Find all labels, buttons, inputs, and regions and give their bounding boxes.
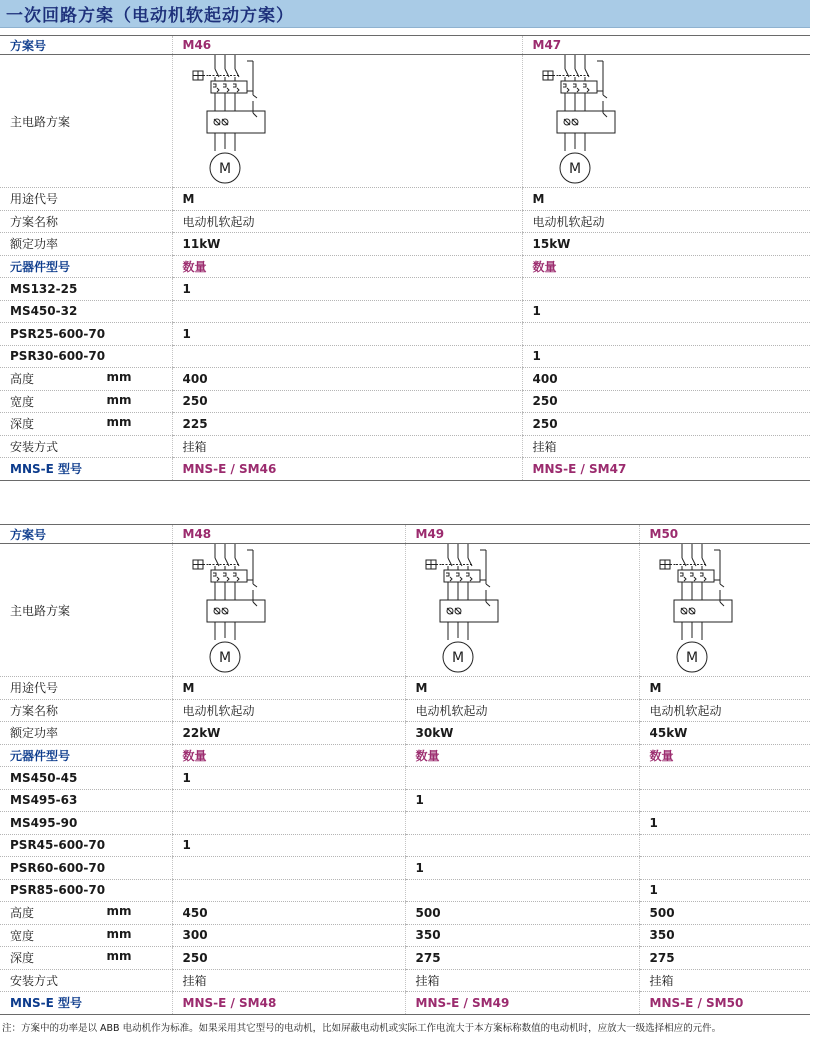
rated-power-value: 15kW bbox=[522, 233, 810, 256]
motor-label: M bbox=[685, 650, 698, 666]
usage-code-value: M bbox=[172, 677, 405, 700]
scheme-id: M47 bbox=[522, 36, 810, 55]
scheme-name-value: 电动机软起动 bbox=[172, 210, 522, 233]
install-method-label: 安装方式 bbox=[0, 435, 172, 458]
circuit-cell bbox=[172, 55, 522, 188]
height-label-text: 高度 bbox=[10, 372, 35, 387]
circuit-wrap bbox=[183, 544, 405, 676]
width-value: 250 bbox=[522, 390, 810, 413]
depth-row bbox=[0, 413, 810, 436]
motor-label: M bbox=[451, 650, 464, 666]
section-title-bar bbox=[0, 0, 810, 28]
motor-label: M bbox=[218, 161, 231, 177]
depth-label-text: 深度 bbox=[10, 417, 35, 432]
component-header-row bbox=[0, 744, 810, 767]
component-qty bbox=[639, 767, 810, 790]
width-label-wrap bbox=[10, 927, 172, 944]
component-qty bbox=[405, 834, 639, 857]
rated-power-label: 额定功率 bbox=[0, 233, 172, 256]
rated-power-value: 30kW bbox=[405, 722, 639, 745]
component-model-label: 元器件型号 bbox=[0, 255, 172, 278]
footnote: 注：方案中的功率是以 ABB 电动机作为标准。如果采用其它型号的电动机，比如屏蔽电动机或实际工作电流大于本方案标称数值的电动机时，应放大一级选择相应的元件。 bbox=[2, 1023, 722, 1034]
rated-power-value: 11kW bbox=[172, 233, 522, 256]
component-qty bbox=[172, 879, 405, 902]
scheme-table-2 bbox=[0, 524, 810, 1015]
height-value: 500 bbox=[639, 902, 810, 925]
quantity-label: 数量 bbox=[172, 255, 522, 278]
install-method-row bbox=[0, 969, 810, 992]
mns-model-value: MNS-E / SM50 bbox=[639, 992, 810, 1015]
mns-model-row bbox=[0, 992, 810, 1015]
usage-code-value: M bbox=[639, 677, 810, 700]
component-qty bbox=[405, 767, 639, 790]
rated-power-label: 额定功率 bbox=[0, 722, 172, 745]
section-title: 一次回路方案（电动机软起动方案） bbox=[6, 6, 294, 26]
component-qty bbox=[172, 300, 522, 323]
quantity-label: 数量 bbox=[639, 744, 810, 767]
component-qty bbox=[172, 812, 405, 835]
main-circuit-label: 主电路方案 bbox=[0, 544, 172, 677]
install-method-value: 挂箱 bbox=[639, 969, 810, 992]
install-method-value: 挂箱 bbox=[172, 435, 522, 458]
height-label-wrap bbox=[10, 370, 172, 387]
component-row bbox=[0, 323, 810, 346]
component-qty: 1 bbox=[172, 767, 405, 790]
usage-code-row bbox=[0, 677, 810, 700]
install-method-row bbox=[0, 435, 810, 458]
component-model-label: 元器件型号 bbox=[0, 744, 172, 767]
depth-label bbox=[0, 947, 172, 970]
component-header-row bbox=[0, 255, 810, 278]
component-row bbox=[0, 278, 810, 301]
width-value: 300 bbox=[172, 924, 405, 947]
width-value: 250 bbox=[172, 390, 522, 413]
quantity-label: 数量 bbox=[405, 744, 639, 767]
component-qty bbox=[522, 278, 810, 301]
depth-label bbox=[0, 413, 172, 436]
circuit-cell bbox=[639, 544, 810, 677]
scheme-table-1 bbox=[0, 35, 810, 481]
height-value: 500 bbox=[405, 902, 639, 925]
component-row bbox=[0, 879, 810, 902]
scheme-name-row bbox=[0, 699, 810, 722]
width-label bbox=[0, 390, 172, 413]
component-name: MS450-45 bbox=[0, 767, 172, 790]
scheme-number-label: 方案号 bbox=[0, 36, 172, 55]
scheme-name-label: 方案名称 bbox=[0, 210, 172, 233]
circuit-diagram bbox=[541, 55, 631, 187]
scheme-name-row bbox=[0, 210, 810, 233]
component-qty: 1 bbox=[172, 834, 405, 857]
depth-row bbox=[0, 947, 810, 970]
component-name: MS132-25 bbox=[0, 278, 172, 301]
component-qty: 1 bbox=[172, 323, 522, 346]
height-label-text: 高度 bbox=[10, 906, 35, 921]
scheme-name-value: 电动机软起动 bbox=[405, 699, 639, 722]
depth-value: 250 bbox=[522, 413, 810, 436]
component-row bbox=[0, 345, 810, 368]
scheme-name-value: 电动机软起动 bbox=[172, 699, 405, 722]
width-label-wrap bbox=[10, 393, 172, 410]
usage-code-value: M bbox=[172, 188, 522, 211]
height-row bbox=[0, 902, 810, 925]
scheme-id: M49 bbox=[405, 525, 639, 544]
component-qty bbox=[405, 812, 639, 835]
mns-model-value: MNS-E / SM47 bbox=[522, 458, 810, 481]
component-name: PSR85-600-70 bbox=[0, 879, 172, 902]
component-name: PSR45-600-70 bbox=[0, 834, 172, 857]
component-row bbox=[0, 834, 810, 857]
component-row bbox=[0, 789, 810, 812]
quantity-label: 数量 bbox=[172, 744, 405, 767]
component-row bbox=[0, 767, 810, 790]
component-qty: 1 bbox=[172, 278, 522, 301]
circuit-diagram bbox=[191, 55, 281, 187]
component-qty bbox=[639, 834, 810, 857]
component-row bbox=[0, 300, 810, 323]
install-method-value: 挂箱 bbox=[172, 969, 405, 992]
component-qty bbox=[405, 879, 639, 902]
depth-label-wrap bbox=[10, 949, 172, 966]
width-label-text: 宽度 bbox=[10, 928, 35, 943]
motor-label: M bbox=[218, 650, 231, 666]
circuit-wrap bbox=[183, 55, 522, 187]
scheme-number-row bbox=[0, 525, 810, 544]
scheme-number-label: 方案号 bbox=[0, 525, 172, 544]
component-qty: 1 bbox=[639, 879, 810, 902]
width-row bbox=[0, 924, 810, 947]
height-row bbox=[0, 368, 810, 391]
depth-value: 225 bbox=[172, 413, 522, 436]
component-qty: 1 bbox=[405, 789, 639, 812]
depth-label-wrap bbox=[10, 415, 172, 432]
main-circuit-row bbox=[0, 544, 810, 677]
main-circuit-label: 主电路方案 bbox=[0, 55, 172, 188]
usage-code-label: 用途代号 bbox=[0, 677, 172, 700]
component-row bbox=[0, 857, 810, 880]
scheme-id: M50 bbox=[639, 525, 810, 544]
width-value: 350 bbox=[405, 924, 639, 947]
circuit-cell bbox=[405, 544, 639, 677]
usage-code-label: 用途代号 bbox=[0, 188, 172, 211]
mns-model-value: MNS-E / SM48 bbox=[172, 992, 405, 1015]
depth-value: 275 bbox=[405, 947, 639, 970]
usage-code-value: M bbox=[405, 677, 639, 700]
main-circuit-row bbox=[0, 55, 810, 188]
height-label bbox=[0, 368, 172, 391]
scheme-name-value: 电动机软起动 bbox=[639, 699, 810, 722]
component-qty bbox=[172, 857, 405, 880]
install-method-label: 安装方式 bbox=[0, 969, 172, 992]
unit-mm: mm bbox=[106, 370, 132, 385]
width-row bbox=[0, 390, 810, 413]
mns-model-value: MNS-E / SM46 bbox=[172, 458, 522, 481]
scheme-name-value: 电动机软起动 bbox=[522, 210, 810, 233]
component-qty bbox=[172, 345, 522, 368]
rated-power-value: 45kW bbox=[639, 722, 810, 745]
component-qty: 1 bbox=[639, 812, 810, 835]
scheme-number-row bbox=[0, 36, 810, 55]
install-method-value: 挂箱 bbox=[522, 435, 810, 458]
install-method-value: 挂箱 bbox=[405, 969, 639, 992]
rated-power-row bbox=[0, 722, 810, 745]
height-value: 400 bbox=[172, 368, 522, 391]
rated-power-row bbox=[0, 233, 810, 256]
unit-mm: mm bbox=[106, 415, 132, 430]
quantity-label: 数量 bbox=[522, 255, 810, 278]
scheme-name-label: 方案名称 bbox=[0, 699, 172, 722]
width-value: 350 bbox=[639, 924, 810, 947]
component-qty bbox=[172, 789, 405, 812]
unit-mm: mm bbox=[106, 949, 132, 964]
height-label bbox=[0, 902, 172, 925]
component-qty: 1 bbox=[522, 345, 810, 368]
usage-code-row bbox=[0, 188, 810, 211]
motor-label: M bbox=[568, 161, 581, 177]
mns-model-label: MNS-E 型号 bbox=[0, 992, 172, 1015]
width-label-text: 宽度 bbox=[10, 394, 35, 409]
component-row bbox=[0, 812, 810, 835]
usage-code-value: M bbox=[522, 188, 810, 211]
depth-value: 250 bbox=[172, 947, 405, 970]
component-qty: 1 bbox=[522, 300, 810, 323]
circuit-cell bbox=[172, 544, 405, 677]
circuit-diagram bbox=[658, 544, 748, 676]
mns-model-value: MNS-E / SM49 bbox=[405, 992, 639, 1015]
height-label-wrap bbox=[10, 904, 172, 921]
mns-model-row bbox=[0, 458, 810, 481]
component-name: MS495-90 bbox=[0, 812, 172, 835]
component-qty: 1 bbox=[405, 857, 639, 880]
component-qty bbox=[639, 857, 810, 880]
rated-power-value: 22kW bbox=[172, 722, 405, 745]
component-name: PSR60-600-70 bbox=[0, 857, 172, 880]
component-name: PSR30-600-70 bbox=[0, 345, 172, 368]
circuit-wrap bbox=[650, 544, 811, 676]
component-qty bbox=[522, 323, 810, 346]
component-name: PSR25-600-70 bbox=[0, 323, 172, 346]
width-label bbox=[0, 924, 172, 947]
circuit-cell bbox=[522, 55, 810, 188]
circuit-wrap bbox=[533, 55, 811, 187]
unit-mm: mm bbox=[106, 392, 132, 407]
component-name: MS495-63 bbox=[0, 789, 172, 812]
height-value: 400 bbox=[522, 368, 810, 391]
component-qty bbox=[639, 789, 810, 812]
circuit-wrap bbox=[416, 544, 639, 676]
unit-mm: mm bbox=[106, 904, 132, 919]
unit-mm: mm bbox=[106, 926, 132, 941]
height-value: 450 bbox=[172, 902, 405, 925]
scheme-id: M48 bbox=[172, 525, 405, 544]
circuit-diagram bbox=[191, 544, 281, 676]
depth-value: 275 bbox=[639, 947, 810, 970]
scheme-id: M46 bbox=[172, 36, 522, 55]
mns-model-label: MNS-E 型号 bbox=[0, 458, 172, 481]
component-name: MS450-32 bbox=[0, 300, 172, 323]
circuit-diagram bbox=[424, 544, 514, 676]
depth-label-text: 深度 bbox=[10, 951, 35, 966]
